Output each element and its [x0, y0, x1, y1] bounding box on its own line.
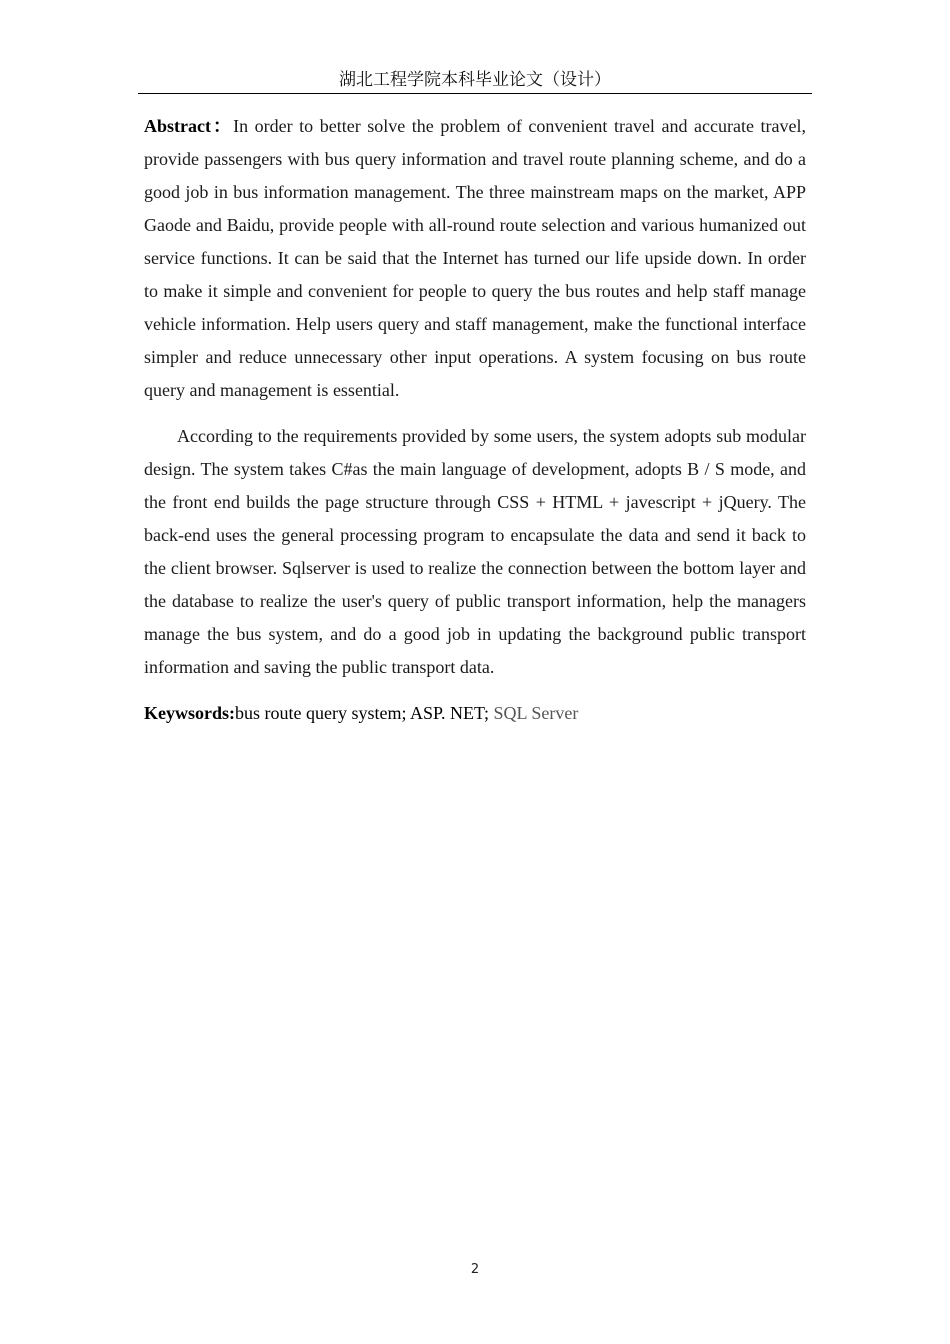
- abstract-paragraph-1-text: In order to better solve the problem of convenient travel and accurate travel, provide passengers with bus query information and travel route planning scheme, and do a good job in bus information management. The three mainstream maps on the market, APP Gaode and Baidu, provide people with all-round route selection and various humanized out service functions. It can be said that the Internet has turned our life upside down. In order to make it simple and convenient for people to query the bus routes and help staff manage vehicle information. Help users query and staff management, make the functional interface simpler and reduce unnecessary other input operations. A system focusing on bus route query and management is essential.: [144, 116, 806, 400]
- abstract-paragraph-2-text: According to the requirements provided by some users, the system adopts sub modular design. The system takes C#as the main language of development, adopts B / S mode, and the front end builds the page structure through CSS + HTML + javescript + jQuery. The back-end uses the general processing program to encapsulate the data and send it back to the client browser. Sqlserver is used to realize the connection between the bottom layer and the database to realize the user's query of public transport information, help the managers manage the bus system, and do a good job in updating the background public transport information and saving the public transport data.: [144, 426, 806, 677]
- abstract-paragraph-2: [144, 420, 806, 684]
- page-header: [138, 68, 812, 94]
- page-number: 2: [470, 1262, 480, 1277]
- keywords-label: Keywsords:: [144, 703, 235, 723]
- keywords-line: [144, 697, 806, 730]
- header-title: 湖北工程学院本科毕业论文（设计）: [339, 70, 611, 90]
- abstract-label: Abstract：: [144, 116, 234, 136]
- abstract-section: [144, 110, 806, 730]
- keywords-text: bus route query system; ASP. NET;: [235, 703, 494, 723]
- abstract-paragraph-1: [144, 110, 806, 407]
- keywords-last: SQL Server: [493, 703, 579, 723]
